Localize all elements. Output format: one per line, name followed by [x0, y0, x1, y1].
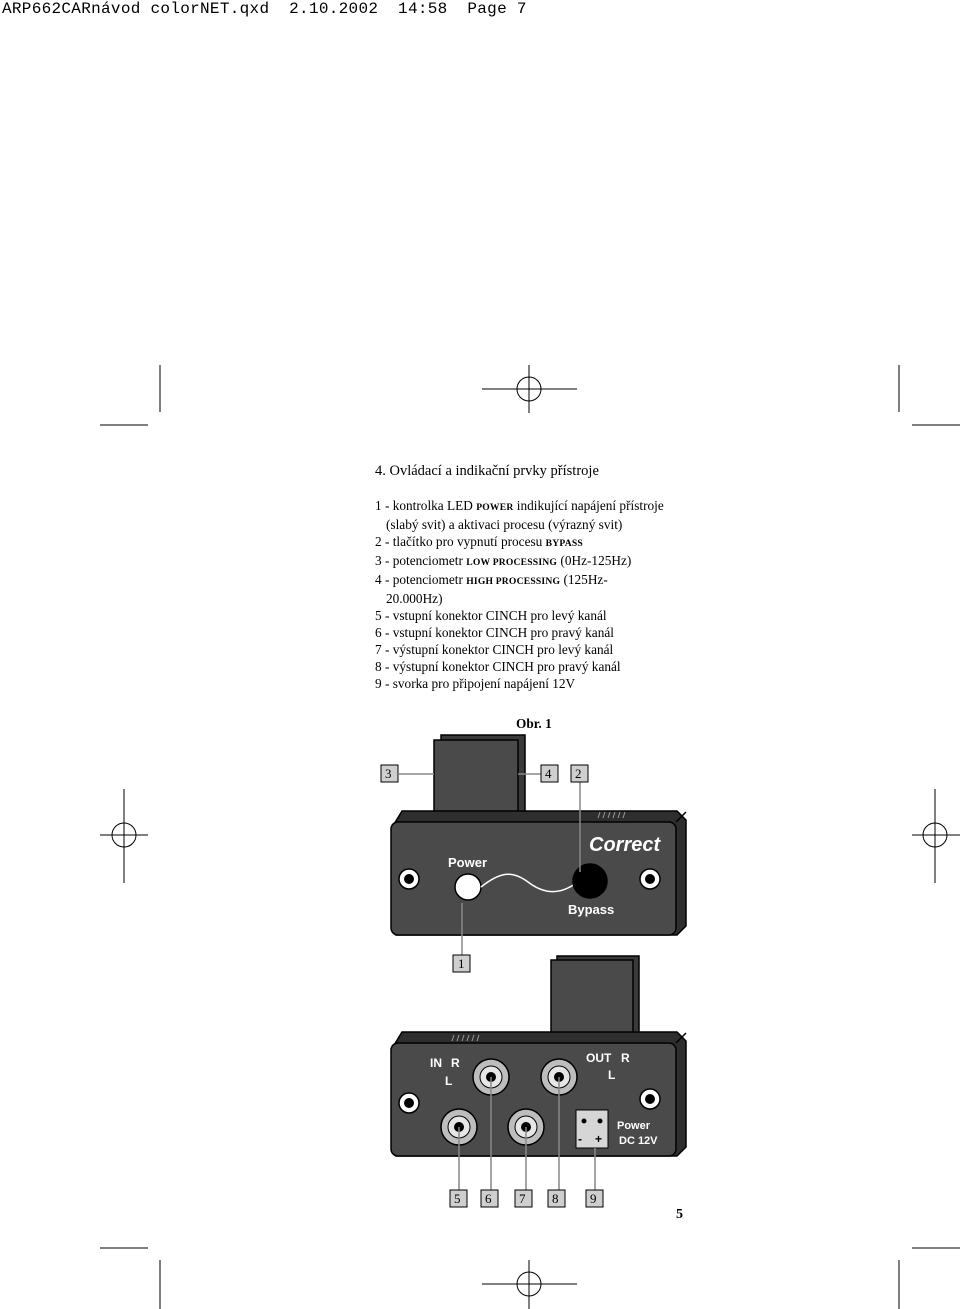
svg-text:DC 12V: DC 12V [619, 1135, 658, 1147]
svg-text:-: - [578, 1132, 582, 1146]
front-panel [391, 735, 686, 935]
rear-panel [391, 956, 686, 1156]
svg-text:R: R [621, 1051, 630, 1065]
list-item: 9 - svorka pro připojení napájení 12V [375, 676, 576, 691]
list-item: 5 - vstupní konektor CINCH pro levý kanál [375, 608, 607, 623]
svg-text:IN: IN [430, 1056, 442, 1070]
list-item: 8 - výstupní konektor CINCH pro pravý kanál [375, 659, 621, 674]
svg-text:Power: Power [617, 1120, 651, 1132]
svg-text:Bypass: Bypass [568, 902, 615, 917]
list-item: 4 - potenciometr HIGH PROCESSING (125Hz-20.000Hz) [375, 572, 608, 606]
page-number: 5 [676, 1207, 683, 1222]
svg-text:8: 8 [552, 1191, 559, 1206]
svg-text:R: R [451, 1056, 460, 1070]
svg-text:9: 9 [590, 1191, 597, 1206]
svg-text:Power: Power [448, 855, 488, 870]
svg-text:Correct: Correct [589, 834, 661, 856]
svg-text:2: 2 [575, 766, 582, 781]
svg-text:OUT: OUT [586, 1051, 612, 1065]
svg-text:6: 6 [485, 1191, 492, 1206]
list-item: 7 - výstupní konektor CINCH pro levý kanál [375, 642, 614, 657]
svg-text:L: L [445, 1074, 453, 1088]
svg-text:7: 7 [519, 1191, 526, 1206]
svg-text:3: 3 [385, 766, 392, 781]
list-item: 3 - potenciometr LOW PROCESSING (0Hz-125Hz) [375, 553, 632, 568]
svg-text:+: + [595, 1132, 603, 1146]
svg-text:1: 1 [458, 956, 465, 971]
figure-caption: Obr. 1 [516, 716, 552, 731]
list-item: 2 - tlačítko pro vypnutí procesu BYPASS [375, 534, 583, 549]
svg-text:5: 5 [454, 1191, 461, 1206]
svg-text:4: 4 [545, 766, 552, 781]
document-slug-line: ARP662CARnávod colorNET.qxd 2.10.2002 14:58 Page 7 [2, 0, 527, 18]
list-item: 1 - kontrolka LED POWER indikující napájení přístroje (slabý svit) a aktivaci procesu (výrazný svit) [375, 498, 664, 532]
section-heading: 4. Ovládací a indikační prvky přístroje [375, 463, 599, 479]
bypass-button-icon [573, 864, 607, 898]
svg-text:L: L [608, 1068, 616, 1082]
list-item: 6 - vstupní konektor CINCH pro pravý kanál [375, 625, 614, 640]
power-led-icon [455, 874, 481, 900]
